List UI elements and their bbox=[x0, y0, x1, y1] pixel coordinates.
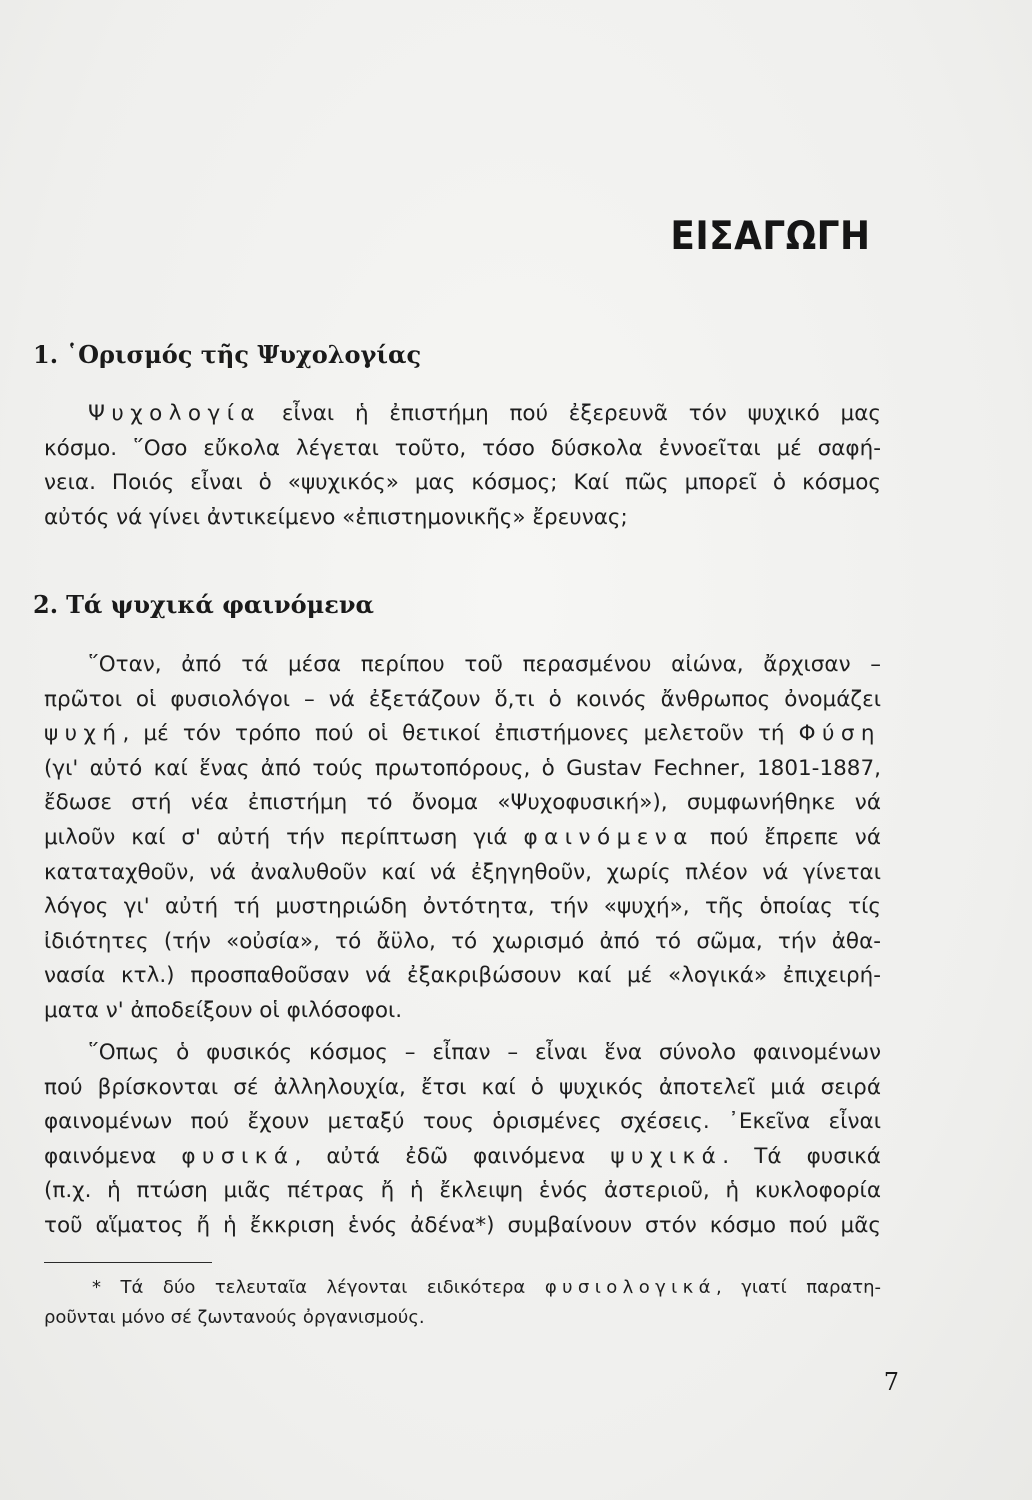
section-heading-2 bbox=[33, 590, 374, 619]
text-line: μιλοῦν καί σ' αὐτή τήν περίπτωση γιά φαινόμενα πού ἔπρεπε νά bbox=[44, 824, 881, 850]
text-line: τοῦ αἵματος ἤ ἡ ἔκκριση ἑνός ἀδένα*) συμβαίνουν στόν κόσμο πού μᾶς bbox=[44, 1212, 881, 1238]
paragraph-physical-vs-psychic bbox=[44, 1036, 881, 1244]
text-line: ἰδιότητες (τήν «οὐσία», τό ἄϋλο, τό χωρισμό ἀπό τό σῶμα, τήν ἀθα- bbox=[44, 928, 881, 954]
footnote bbox=[44, 1273, 881, 1333]
text-line: πρῶτοι οἱ φυσιολόγοι – νά ἐξετάζουν ὅ,τι ὁ κοινός ἄνθρωπος ὀνομάζει bbox=[44, 686, 881, 712]
text-line: ἔδωσε στή νέα ἐπιστήμη τό ὄνομα «Ψυχοφυσική»), συμφωνήθηκε νά bbox=[44, 790, 881, 816]
text-line: φαινομένων πού ἔχουν μεταξύ τους ὁρισμένες σχέσεις. ᾽Εκεῖνα εἶναι bbox=[44, 1109, 881, 1135]
chapter-title: ΕΙΣΑΓΩΓΗ bbox=[669, 214, 870, 259]
footnote-divider bbox=[44, 1262, 212, 1263]
emphasized-term: Φύση bbox=[798, 721, 881, 747]
text-line: Ψυχολογία εἶναι ἡ ἐπιστήμη πού ἐξερευνᾶ τόν ψυχικό μας bbox=[88, 401, 881, 426]
paragraph-history bbox=[44, 648, 881, 1029]
text-line: νεια. Ποιός εἶναι ὁ «ψυχικός» μας κόσμος; Καί πῶς μπορεῖ ὁ κόσμος bbox=[44, 470, 881, 496]
paragraph-definition bbox=[44, 397, 881, 535]
text-line: φαινόμενα φυσικά, αὐτά ἐδῶ φαινόμενα ψυχικά. Τά φυσικά bbox=[44, 1143, 881, 1169]
text-line: * Τά δύο τελευταῖα λέγονται ειδικότερα φυσιολογικά, γιατί παρατη- bbox=[92, 1277, 882, 1298]
emphasized-term: ψυχικά bbox=[610, 1143, 723, 1169]
text-line: ῞Οταν, ἀπό τά μέσα περίπου τοῦ περασμένου αἰώνα, ἄρχισαν – bbox=[88, 652, 881, 677]
section-heading-1 bbox=[33, 340, 421, 369]
emphasized-term: Ψυχολογία bbox=[88, 401, 262, 426]
text-line: νασία κτλ.) προσπαθοῦσαν νά ἐξακριβώσουν καί μέ «λογικά» ἐπιχειρή- bbox=[44, 963, 881, 989]
section-title: ῾Ορισμός τῆς Ψυχολογίας bbox=[66, 340, 422, 369]
text-line: (γι' αὐτό καί ἕνας ἀπό τούς πρωτοπόρους, ὁ Gustav Fechner, 1801-1887, bbox=[44, 755, 881, 781]
text-line: πού βρίσκονται σέ ἀλληλουχία, ἔτσι καί ὁ ψυχικός ἀποτελεῖ μιά σειρά bbox=[44, 1074, 881, 1100]
emphasized-term: φυσιολογικά bbox=[544, 1277, 716, 1298]
text-line: κόσμο. ῞Οσο εὔκολα λέγεται τοῦτο, τόσο δύσκολα ἐννοεῖται μέ σαφή- bbox=[44, 435, 881, 461]
text-line: καταταχθοῦν, νά ἀναλυθοῦν καί νά ἐξηγηθοῦν, χωρίς πλέον νά γίνεται bbox=[44, 859, 881, 885]
emphasized-term: φυσικά bbox=[181, 1143, 295, 1169]
text-line: ῞Οπως ὁ φυσικός κόσμος – εἶπαν – εἶναι ἕνα σύνολο φαινομένων bbox=[88, 1040, 881, 1065]
section-number: 2. bbox=[33, 590, 59, 619]
emphasized-term: ψυχή bbox=[44, 721, 123, 747]
text-line: λόγος γι' αὐτή τή μυστηριώδη ὀντότητα, τήν «ψυχή», τῆς ὁποίας τίς bbox=[44, 894, 881, 920]
section-number: 1. bbox=[33, 340, 59, 369]
text-line: ματα ν' ἀποδείξουν οἱ φιλόσοφοι. bbox=[44, 997, 403, 1023]
emphasized-term: φαινόμενα bbox=[523, 824, 694, 850]
text-line: ροῦνται μόνο σέ ζωντανούς ὀργανισμούς. bbox=[44, 1307, 425, 1328]
text-line: (π.χ. ἡ πτώση μιᾶς πέτρας ἤ ἡ ἔκλειψη ἑνός ἀστεριοῦ, ἡ κυκλοφορία bbox=[44, 1178, 881, 1204]
text-line: αὐτός νά γίνει ἀντικείμενο «ἐπιστημονικῆς» ἔρευνας; bbox=[44, 504, 628, 530]
section-title: Τά ψυχικά φαινόμενα bbox=[66, 590, 374, 619]
text-line: ψυχή, μέ τόν τρόπο πού οἱ θετικοί ἐπιστήμονες μελετοῦν τή Φύση bbox=[44, 721, 881, 747]
page-number: 7 bbox=[883, 1368, 899, 1396]
